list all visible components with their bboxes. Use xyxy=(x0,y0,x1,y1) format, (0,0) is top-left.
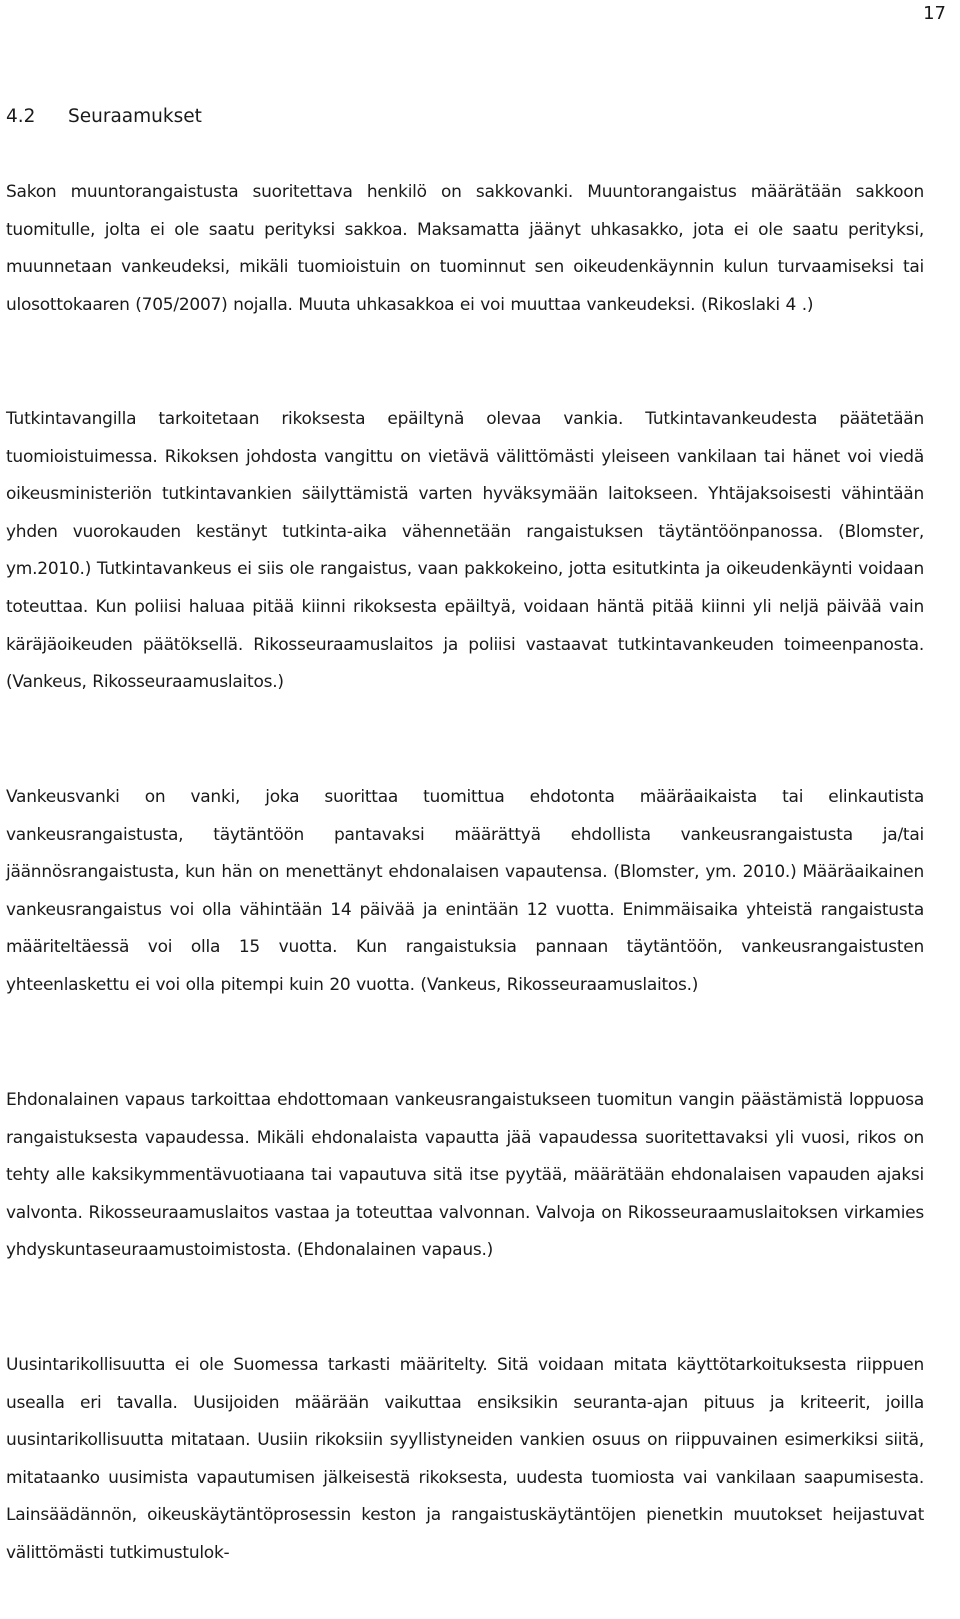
paragraph-sakkovanki: Sakon muuntorangaistusta suoritettava henkilö on sakkovanki. Muuntorangaistus määrätään sakkoon tuomitulle, jolta ei ole saatu perityksi sakkoa. Maksamatta jäänyt uhkasakko, jota ei ole saatu perityksi, muunnetaan vankeudeksi, mikäli tuomioistuin on tuominnut sen oikeudenkäynnin kulun turvaamiseksi tai ulosottokaaren (705/2007) nojalla. Muuta uhkasakkoa ei voi muuttaa vankeudeksi. (Rikoslaki 4 .) xyxy=(6,182,924,315)
section-heading xyxy=(6,104,202,130)
section-number: 4.2 xyxy=(6,106,36,127)
page-number: 17 xyxy=(923,3,946,24)
section-title: Seuraamukset xyxy=(68,106,202,127)
paragraph-uusintarikollisuus: Uusintarikollisuutta ei ole Suomessa tarkasti määritelty. Sitä voidaan mitata käyttötarkoituksesta riippuen usealla eri tavalla. Uusijoiden määrään vaikuttaa ensiksikin seuranta-ajan pituus ja kriteerit, joilla uusintarikollisuutta mitataan. Uusiin rikoksiin syyllistyneiden vankien osuus on riippuvainen esimerkiksi siitä, mitataanko uusimista vapautumisen jälkeisestä rikoksesta, uudesta tuomiosta vai vankilaan saapumisesta. Lainsäädännön, oikeuskäytäntöprosessin keston ja rangaistuskäytäntöjen pienetkin muutokset heijastuvat välittömästi tutkimustulok- xyxy=(6,1355,924,1563)
paragraph-vankeusvanki: Vankeusvanki on vanki, joka suorittaa tuomittua ehdotonta määräaikaista tai elinkautista vankeusrangaistusta, täytäntöön pantavaksi määrättyä ehdollista vankeusrangaistusta ja/tai jäännösrangaistusta, kun hän on menettänyt ehdonalaisen vapautensa. (Blomster, ym. 2010.) Määräaikainen vankeusrangaistus voi olla vähintään 14 päivää ja enintään 12 vuotta. Enimmäisaika yhteistä rangaistusta määriteltäessä voi olla 15 vuotta. Kun rangaistuksia pannaan täytäntöön, vankeusrangaistusten yhteenlaskettu ei voi olla pitempi kuin 20 vuotta. (Vankeus, Rikosseuraamuslaitos.) xyxy=(6,787,924,995)
paragraph-ehdonalainen-vapaus: Ehdonalainen vapaus tarkoittaa ehdottomaan vankeusrangaistukseen tuomitun vangin päästämistä loppuosa rangaistuksesta vapaudessa. Mikäli ehdonalaista vapautta jää vapaudessa suoritettavaksi yli vuosi, rikos on tehty alle kaksikymmentävuotiaana tai vapautuva sitä itse pyytää, määrätään ehdonalaisen vapauden ajaksi valvonta. Rikosseuraamuslaitos vastaa ja toteuttaa valvonnan. Valvoja on Rikosseuraamuslaitoksen virkamies yhdyskuntaseuraamustoimistosta. (Ehdonalainen vapaus.) xyxy=(6,1090,924,1261)
paragraph-tutkintavanki: Tutkintavangilla tarkoitetaan rikoksesta epäiltynä olevaa vankia. Tutkintavankeudesta päätetään tuomioistuimessa. Rikoksen johdosta vangittu on vietävä välittömästi yleiseen vankilaan tai hänet voi viedä oikeusministeriön tutkintavankien säilyttämistä varten hyväksymään laitokseen. Yhtäjaksoisesti vähintään yhden vuorokauden kestänyt tutkinta-aika vähennetään rangaistuksen täytäntöönpanossa. (Blomster, ym.2010.) Tutkintavankeus ei siis ole rangaistus, vaan pakkokeino, jotta esitutkinta ja oikeudenkäynti voidaan toteuttaa. Kun poliisi haluaa pitää kiinni rikoksesta epäiltyä, voidaan häntä pitää kiinni yli neljä päivää vain käräjäoikeuden päätöksellä. Rikosseuraamuslaitos ja poliisi vastaavat tutkintavankeuden toimeenpanosta. (Vankeus, Rikosseuraamuslaitos.) xyxy=(6,409,924,693)
